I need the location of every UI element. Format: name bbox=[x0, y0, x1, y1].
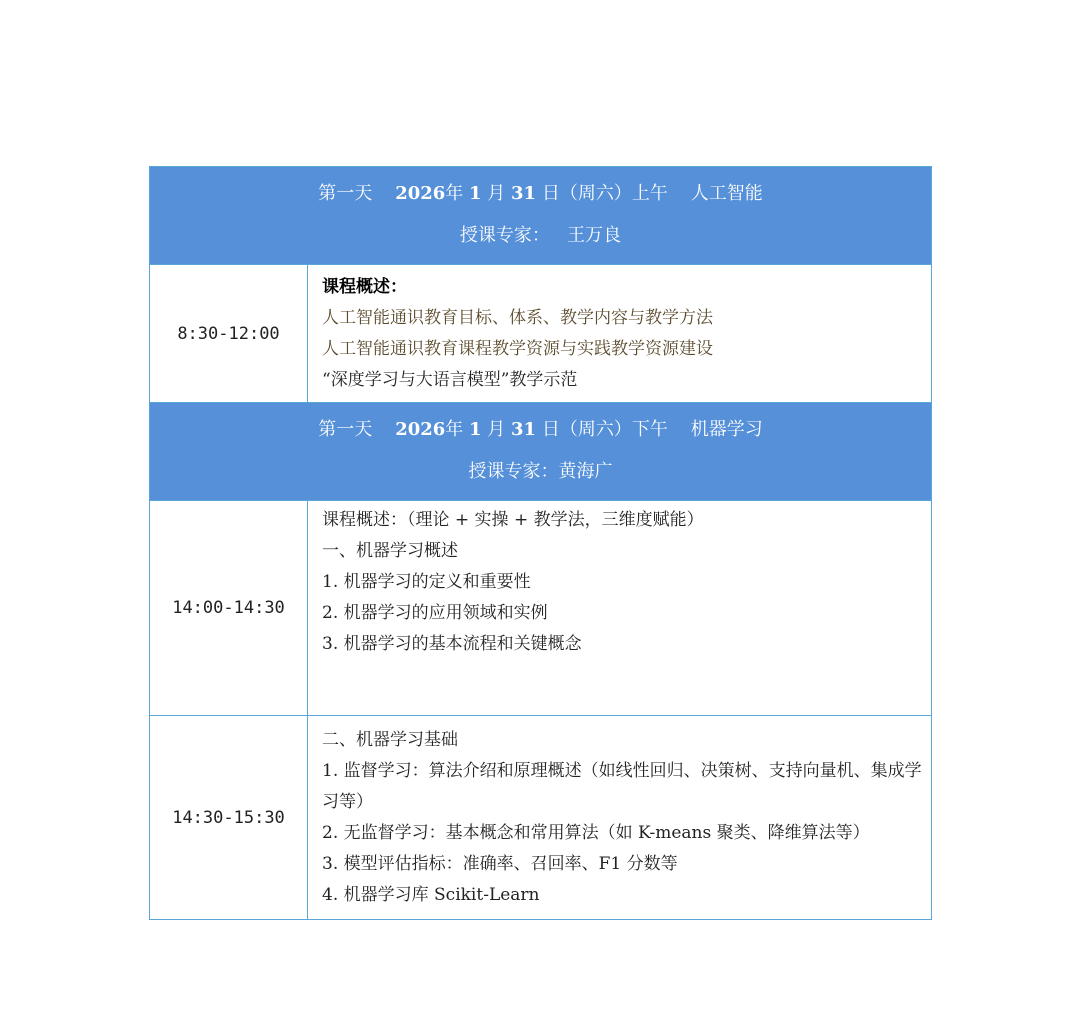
day-number: 31 bbox=[511, 183, 537, 204]
session-header-afternoon bbox=[150, 403, 932, 501]
date-tail: 日（周六）上午 bbox=[541, 183, 668, 204]
content-line: 人工智能通识教育目标、体系、教学内容与教学方法 bbox=[322, 307, 713, 328]
session-header-cell bbox=[150, 403, 932, 501]
content-line: 4. 机器学习库 Scikit-Learn bbox=[322, 884, 540, 905]
session-header-morning bbox=[150, 167, 932, 265]
content-line: 1. 机器学习的定义和重要性 bbox=[322, 572, 531, 592]
session-topic: 人工智能 bbox=[690, 183, 763, 204]
time-cell: 8:30-12:00 bbox=[150, 265, 308, 403]
content-line: 一、机器学习概述 bbox=[322, 541, 458, 561]
content-line: 3. 机器学习的基本流程和关键概念 bbox=[322, 634, 582, 654]
month-suffix: 月 bbox=[487, 183, 506, 204]
year-value: 2026 bbox=[395, 419, 446, 440]
day-label: 第一天 bbox=[318, 183, 373, 204]
content-line: 2. 无监督学习：基本概念和常用算法（如 K-means 聚类、降维算法等） bbox=[322, 822, 870, 843]
content-line: 课程概述：（理论 + 实操 + 教学法，三维度赋能） bbox=[322, 510, 704, 530]
year-suffix: 年 bbox=[445, 419, 464, 440]
expert-line bbox=[150, 205, 931, 264]
schedule-row bbox=[150, 501, 932, 716]
session-topic: 机器学习 bbox=[690, 419, 763, 440]
content-line: 人工智能通识教育课程教学资源与实践教学资源建设 bbox=[322, 338, 713, 359]
content-cell bbox=[308, 716, 932, 920]
day-number: 31 bbox=[511, 419, 537, 440]
time-cell: 14:30-15:30 bbox=[150, 716, 308, 920]
content-line: 2. 机器学习的应用领域和实例 bbox=[322, 603, 548, 623]
session-header-cell bbox=[150, 167, 932, 265]
content-cell bbox=[308, 265, 932, 403]
date-tail: 日（周六）下午 bbox=[541, 419, 668, 440]
time-cell: 14:00-14:30 bbox=[150, 501, 308, 716]
month-value: 1 bbox=[469, 419, 482, 440]
content-line: 1. 监督学习：算法介绍和原理概述（如线性回归、决策树、支持向量机、集成学习等） bbox=[322, 760, 922, 812]
month-suffix: 月 bbox=[487, 419, 506, 440]
year-suffix: 年 bbox=[445, 183, 464, 204]
content-line: “深度学习与大语言模型”教学示范 bbox=[322, 369, 578, 390]
schedule-row bbox=[150, 265, 932, 403]
expert-label: 授课专家： bbox=[459, 225, 550, 246]
expert-name: 王万良 bbox=[567, 225, 622, 246]
session-date-line bbox=[150, 167, 931, 205]
content-line: 3. 模型评估指标：准确率、召回率、F1 分数等 bbox=[322, 853, 678, 874]
content-cell bbox=[308, 501, 932, 716]
schedule-row bbox=[150, 716, 932, 920]
expert-line bbox=[150, 441, 931, 500]
expert-label: 授课专家： bbox=[468, 461, 559, 482]
day-label: 第一天 bbox=[318, 419, 373, 440]
year-value: 2026 bbox=[395, 183, 446, 204]
content-line: 课程概述： bbox=[322, 276, 407, 297]
content-line: 二、机器学习基础 bbox=[322, 729, 458, 750]
month-value: 1 bbox=[469, 183, 482, 204]
expert-name: 黄海广 bbox=[558, 461, 613, 482]
session-date-line bbox=[150, 403, 931, 441]
schedule-table bbox=[149, 166, 932, 920]
